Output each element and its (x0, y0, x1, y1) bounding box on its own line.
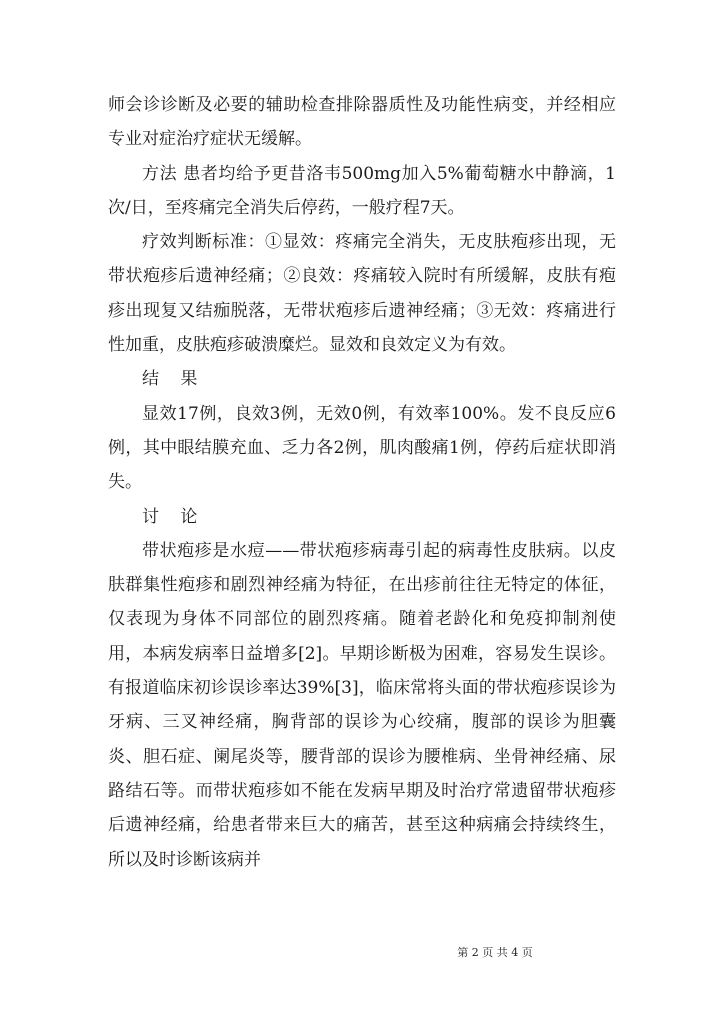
section-heading-discussion: 讨 论 (142, 506, 206, 527)
section-heading-results: 结 果 (142, 369, 206, 390)
document-body (108, 88, 616, 877)
paragraph-efficacy-criteria: 疗效判断标准：①显效：疼痛完全消失，无皮肤疱疹出现，无带状疱疹后遗神经痛；②良效：疼痛较入院时有所缓解，皮肤有疱疹出现复又结痂脱落，无带状疱疹后遗神经痛；③无效：疼痛进行性加重，皮肤疱疹破溃糜烂。显效和良效定义为有效。 (108, 232, 616, 356)
paragraph-method: 方法 患者均给予更昔洛韦500mg加入5%葡萄糖水中静滴，1次/日，至疼痛完全消失后停药，一般疗程7天。 (108, 163, 616, 218)
paragraph-discussion: 带状疱疹是水痘——带状疱疹病毒引起的病毒性皮肤病。以皮肤群集性疱疹和剧烈神经痛为特征，在出疹前往往无特定的体征，仅表现为身体不同部位的剧烈疼痛。随着老龄化和免疫抑制剂使用，本病发病率日益增多[2]。早期诊断极为困难，容易发生误诊。有报道临床初诊误诊率达39%[3]，临床常将头面的带状疱疹误诊为牙病、三叉神经痛，胸背部的误诊为心绞痛，腹部的误诊为胆囊炎、胆石症、阑尾炎等，腰背部的误诊为腰椎病、坐骨神经痛、尿路结石等。而带状疱疹如不能在发病早期及时治疗常遗留带状疱疹后遗神经痛，给患者带来巨大的痛苦，甚至这种病痛会持续终生，所以及时诊断该病并 (108, 540, 616, 870)
page-number-footer: 第 2 页 共 4 页 (457, 946, 533, 959)
paragraph-continuation: 师会诊诊断及必要的辅助检查排除器质性及功能性病变，并经相应专业对症治疗症状无缓解。 (108, 95, 616, 150)
paragraph-results: 显效17例，良效3例，无效0例，有效率100%。发不良反应6例，其中眼结膜充血、乏力各2例，肌肉酸痛1例，停药后症状即消失。 (108, 403, 616, 493)
